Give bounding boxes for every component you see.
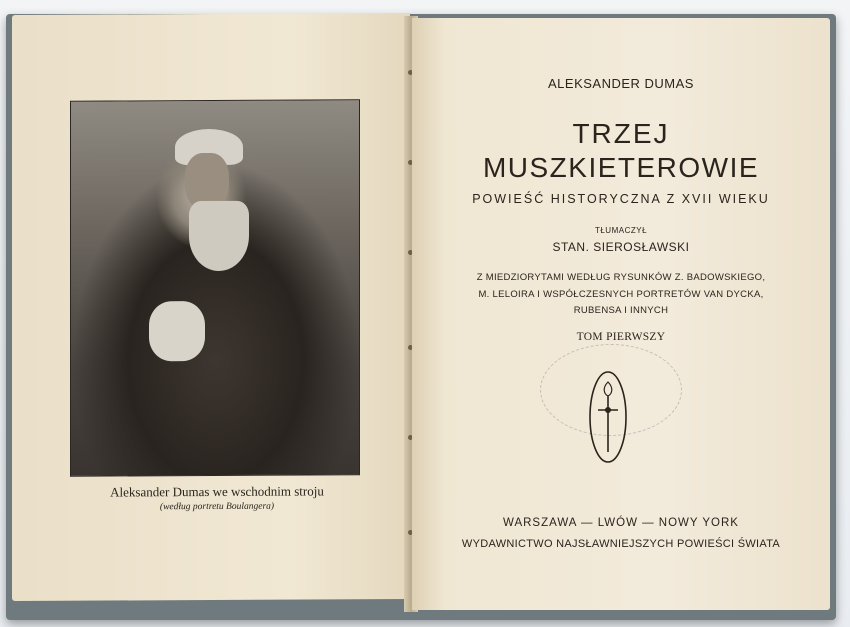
portrait-scarf — [189, 201, 249, 271]
left-page — [12, 13, 410, 601]
book-title-line1: TRZEJ — [572, 118, 670, 149]
book-subtitle: POWIEŚĆ HISTORYCZNA Z XVII WIEKU — [472, 192, 770, 206]
translator-label: TŁUMACZYŁ — [594, 226, 648, 235]
portrait-caption: Aleksander Dumas we wschodnim stroju — [110, 483, 324, 500]
book-title-line2: MUSZKIETEROWIE — [482, 152, 760, 183]
author-name: ALEKSANDER DUMAS — [548, 76, 694, 91]
illustrations-note-line3: RUBENSA I INNYCH — [573, 305, 669, 316]
publication-places: WARSZAWA — LWÓW — NOWY YORK — [503, 517, 739, 529]
volume-label: TOM PIERWSZY — [576, 331, 666, 343]
illustrations-note-line2: M. LELOIRA I WSPÓŁCZESNYCH PORTRETÓW VAN DYCKA, — [478, 289, 764, 300]
publisher-emblem-icon — [588, 370, 628, 464]
illustrations-note-line1: Z MIEDZIORYTAMI WEDŁUG RYSUNKÓW Z. BADOWSKIEGO, — [476, 272, 766, 283]
translator-name: STAN. SIEROSŁAWSKI — [552, 240, 690, 254]
portrait-sleeve — [149, 301, 205, 361]
title-page — [412, 18, 830, 610]
portrait-caption-sub: (według portretu Boulangera) — [159, 501, 275, 513]
publisher-name: WYDAWNICTWO NAJSŁAWNIEJSZYCH POWIEŚCI ŚWIATA — [461, 538, 781, 550]
portrait-engraving — [70, 99, 360, 477]
